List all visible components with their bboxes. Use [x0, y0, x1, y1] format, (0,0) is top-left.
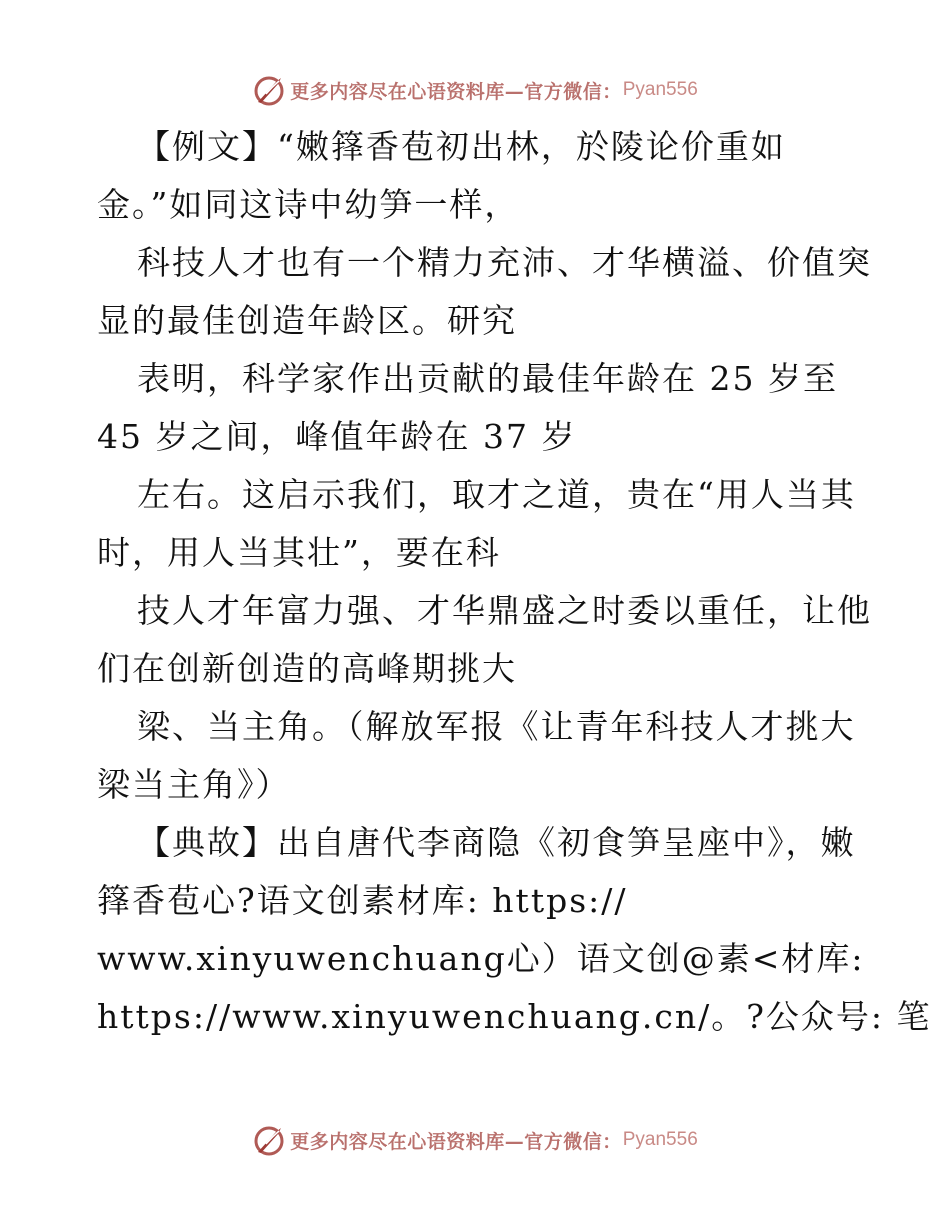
text-line: 表明，科学家作出贡献的最佳年龄在 25 岁至 — [137, 359, 838, 398]
text-line: 左右。这启示我们，取才之道，贵在“用人当其 — [137, 475, 856, 514]
text-line: 【例文】“嫩箨香苞初出林，於陵论价重如 — [137, 127, 786, 166]
text-line: 科技人才也有一个精力充沛、才华横溢、价值突 — [137, 243, 872, 282]
text-line: 45 岁之间，峰值年龄在 37 岁 — [97, 417, 577, 456]
watermark-text: 更多内容尽在心语资料库—官方微信： — [290, 80, 622, 103]
text-line: 梁当主角》） — [97, 765, 291, 804]
wechat-id: Pyan556 — [622, 79, 698, 100]
pen-logo-icon — [252, 1122, 288, 1158]
watermark-text: 更多内容尽在心语资料库—官方微信： — [290, 1130, 622, 1153]
text-line: 技人才年富力强、才华鼎盛之时委以重任，让他 — [137, 591, 872, 630]
text-line: 箨香苞心?语文创素材库: https:// — [97, 881, 628, 920]
text-line: 们在创新创造的高峰期挑大 — [97, 649, 517, 688]
pen-logo-icon — [252, 72, 288, 108]
text-line: 梁、当主角。（解放军报《让青年科技人才挑大 — [137, 707, 856, 746]
header-watermark-banner — [0, 70, 950, 110]
text-line: https://www.xinyuwenchuang.cn/。?公众号: 笔 — [97, 997, 932, 1036]
wechat-id: Pyan556 — [622, 1129, 698, 1150]
text-line: 金。”如同这诗中幼笋一样， — [97, 185, 520, 224]
text-line: 时，用人当其壮”，要在科 — [97, 533, 501, 572]
text-line: 【典故】出自唐代李商隐《初食笋呈座中》，嫩 — [137, 823, 856, 862]
footer-watermark-banner — [0, 1120, 950, 1160]
text-line: 显的最佳创造年龄区。研究 — [97, 301, 517, 340]
text-line: www.xinyuwenchuang心）语文创@素<材库: — [97, 939, 865, 978]
